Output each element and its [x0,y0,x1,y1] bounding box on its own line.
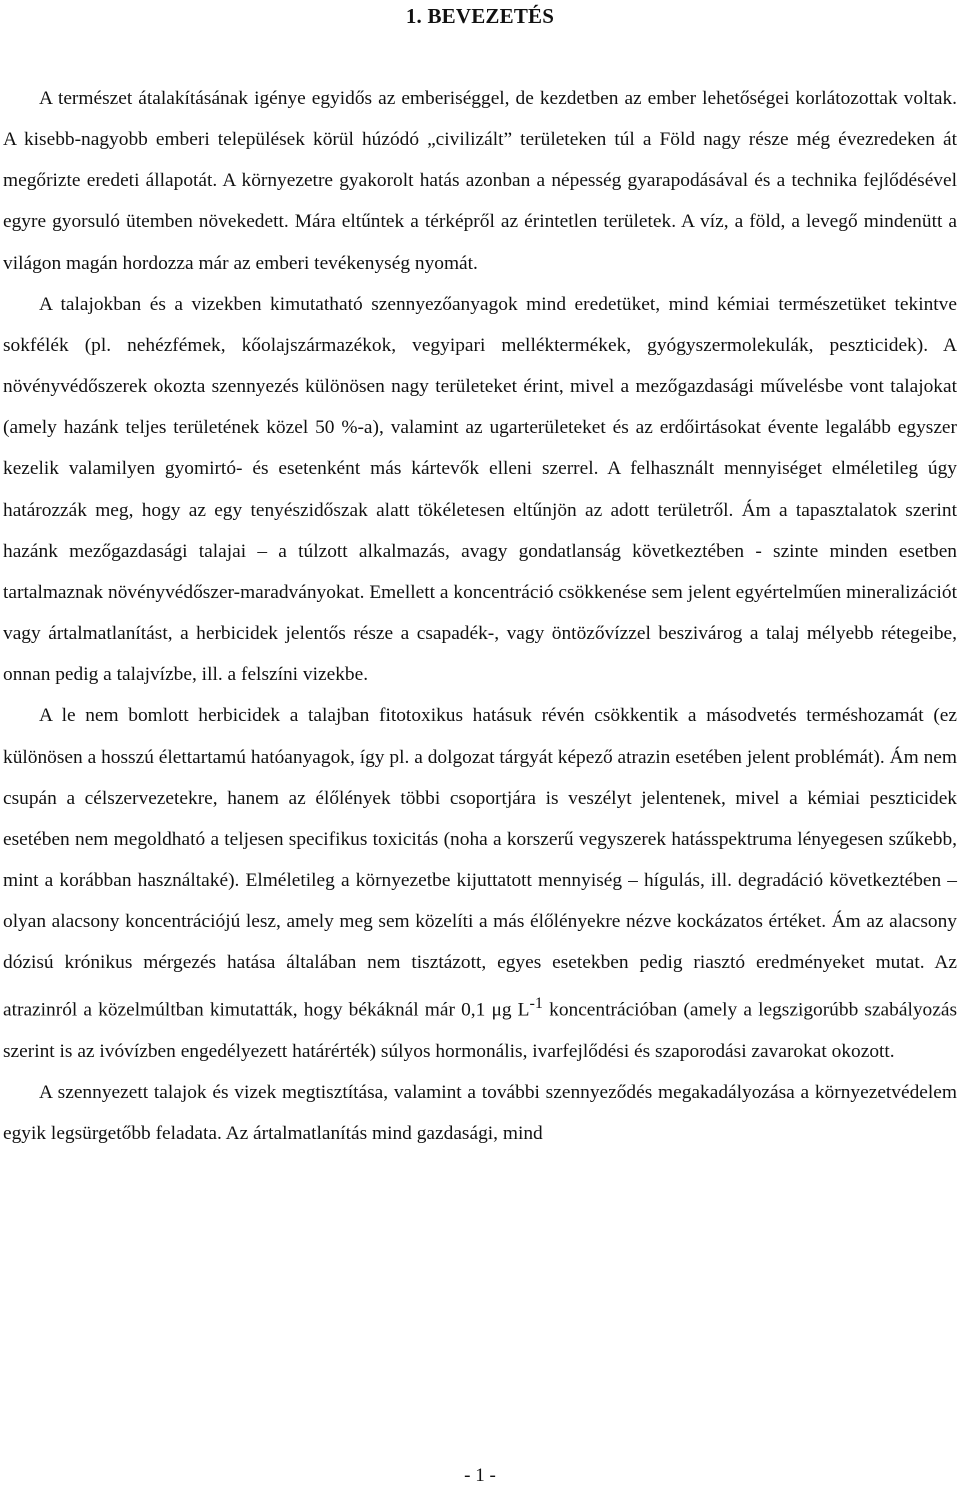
page-number: - 1 - [464,1465,496,1486]
unit-exponent: -1 [529,995,543,1013]
paragraph-3-continuation: koncentrációban (amely a legszigorúbb szabályozás szerint is az ivóvízben engedélyezett határérték) súlyos hormonális, ivarfejlődési és szaporodási zavarokat okozott. [3,999,957,1063]
paragraph-3-text: A le nem bomlott herbicidek a talajban fitotoxikus hatásuk révén csökkentik a másodvetés terméshozamát (ez különösen a hosszú élettartamú hatóanyagok, így pl. a dolgozat tárgyát képező atrazin esetében jelent problémát). Ám nem csupán a célszervezetekre, hanem az élőlények többi csoportjára is veszélyt jelentenek, mivel a kémiai peszticidek esetében nem megoldható a teljesen specifikus toxicitás (noha a korszerű vegyszerek hatásspektruma lényegesen szűkebb, mint a korábban használtaké). Elméletileg a környezetbe kijuttatott mennyiség – hígulás, ill. degradáció következtében – olyan alacsony koncentrációjú lesz, amely meg sem közelíti a más élőlényekre nézve kockázatos értéket. Ám az alacsony dózisú krónikus mérgezés hatása általában nem tisztázott, egyes esetekben pedig riasztó eredményeket mutat. Az atrazinról a közelmúltban kimutatták, hogy békáknál már 0,1 μg L [3,705,957,1021]
paragraph-3 [3,695,957,1072]
section-heading: 1. BEVEZETÉS [405,4,555,28]
paragraph-1: A természet átalakításának igénye egyidős az emberiséggel, de kezdetben az ember lehetőségei korlátozottak voltak. A kisebb-nagyobb emberi települések körül húzódó „civilizált” területeken túl a Föld nagy része még évezredeken át megőrizte eredeti állapotát. A környezetre gyakorolt hatás azonban a népesség gyarapodásával és a technika fejlődésével egyre gyorsuló ütemben növekedett. Mára eltűntek a térképről az érintetlen területek. A víz, a föld, a levegő mindenütt a világon magán hordozza már az emberi tevékenység nyomát. [3,88,957,274]
paragraph-4: A szennyezett talajok és vizek megtisztítása, valamint a további szennyeződés megakadályozása a környezetvédelem egyik legsürgetőbb feladata. Az ártalmatlanítás mind gazdasági, mind [3,1082,957,1145]
body-text [3,78,957,1155]
paragraph-2: A talajokban és a vizekben kimutatható szennyezőanyagok mind eredetüket, mind kémiai természetüket tekintve sokfélék (pl. nehézfémek, kőolajszármazékok, vegyipari melléktermékek, gyógyszermolekulák, peszticidek). A növényvédőszerek okozta szennyezés különösen nagy területeket érint, mivel a mezőgazdasági művelésbe vont talajokat (amely hazánk teljes területének közel 50 %-a), valamint az ugarterületeket és az erdőirtásokat évente legalább egyszer kezelik valamilyen gyomirtó- és esetenként más kártevők elleni szerrel. A felhasznált mennyiséget elméletileg úgy határozzák meg, hogy az egy tenyészidőszak alatt tökéletesen eltűnjön az adott területről. Ám a tapasztalatok szerint hazánk mezőgazdasági talajai – a túlzott alkalmazás, avagy gondatlanság következtében - szinte minden esetben tartalmaznak növényvédőszer-maradványokat. Emellett a koncentráció csökkenése sem jelent egyértelműen mineralizációt vagy ártalmatlanítást, a herbicidek jelentős része a csapadék-, vagy öntözővízzel beszivárog a talaj mélyebb rétegeibe, onnan pedig a talajvízbe, ill. a felszíni vizekbe. [3,293,957,686]
